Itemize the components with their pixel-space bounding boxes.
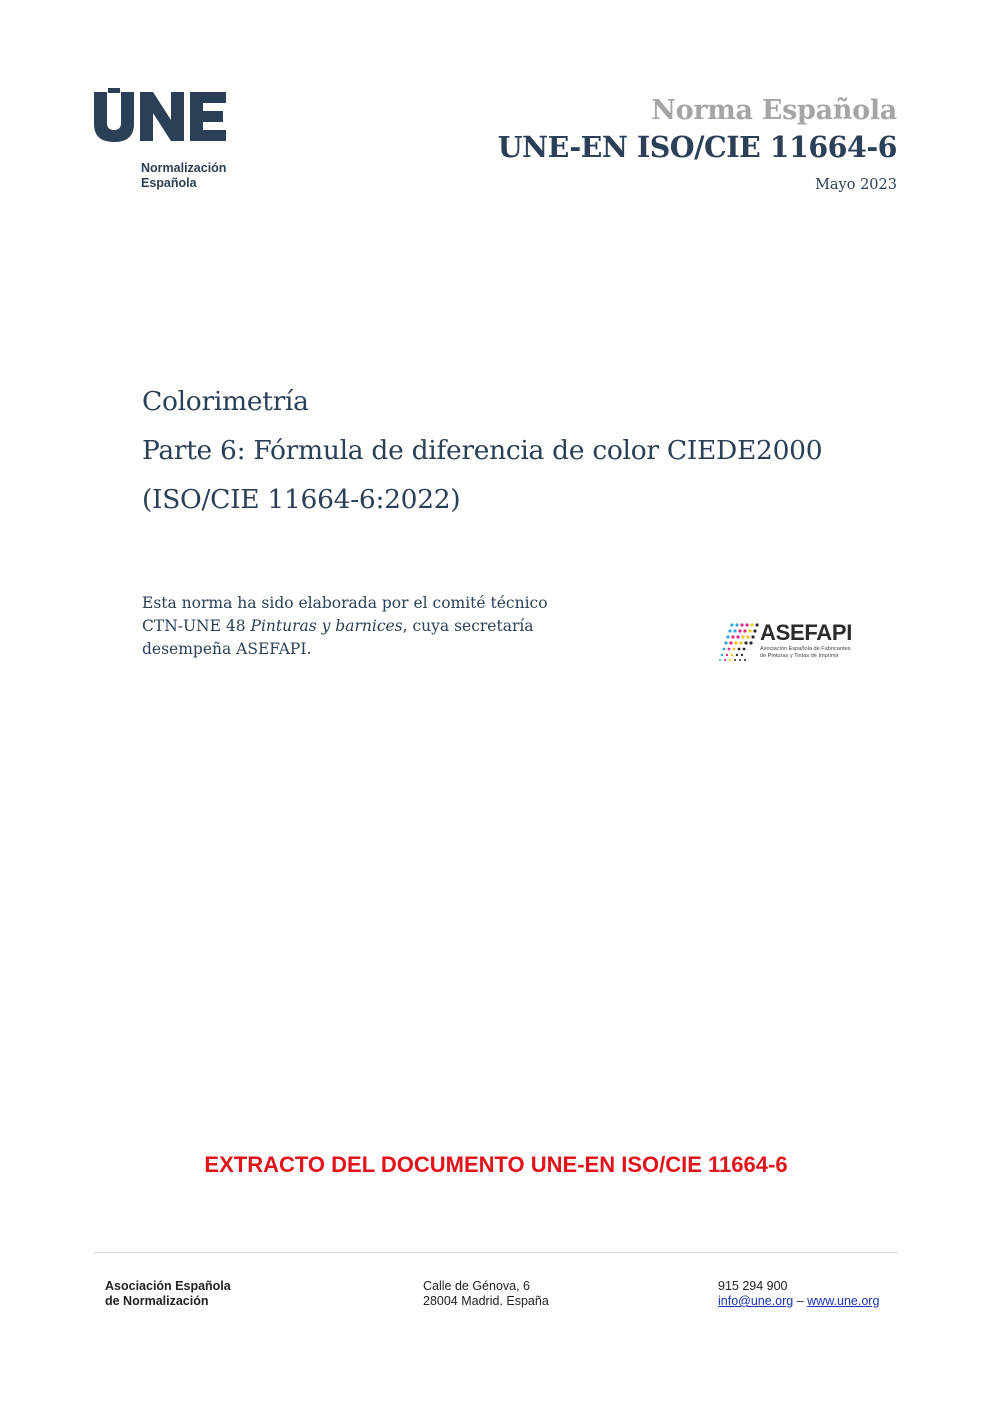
publication-date: Mayo 2023 [815,177,897,193]
committee-name: Pinturas y barnices [250,617,403,635]
footer-org-line-1: Asociación Española [105,1279,231,1293]
footer-divider [93,1252,898,1253]
une-logo-letter-u [94,92,134,142]
footer-address-line-1: Calle de Génova, 6 [423,1279,531,1293]
committee-line-2 [142,615,534,637]
asefapi-tagline-2: de Pinturas y Tintas de Imprimir [760,653,839,659]
une-logo-accent [108,88,120,93]
footer-address-line-2: 28004 Madrid. España [423,1294,549,1308]
footer-web-link[interactable]: www.une.org [807,1294,880,1308]
committee-line-2-suffix: , cuya secretaría [402,617,534,635]
standard-kind: Norma Española [651,95,897,126]
committee-line-3: desempeña ASEFAPI. [142,640,312,658]
une-logo-letter-n [140,92,184,141]
footer-contact-links [718,1294,879,1309]
footer-phone: 915 294 900 [718,1279,788,1293]
standard-code: UNE-EN ISO/CIE 11664-6 [497,130,897,164]
footer-email-link[interactable]: info@une.org [718,1294,794,1308]
footer-link-separator: – [793,1294,808,1308]
title-line-3: (ISO/CIE 11664-6:2022) [142,484,461,515]
footer-org-line-2: de Normalización [105,1294,209,1308]
logo-subtitle-line1: Normalización [141,161,227,175]
committee-code: CTN-UNE 48 [142,617,251,635]
asefapi-name: ASEFAPI [760,620,853,645]
asefapi-dot-pattern [719,623,759,661]
committee-line-1: Esta norma ha sido elaborada por el comité técnico [142,594,548,612]
title-line-2: Parte 6: Fórmula de diferencia de color CIEDE2000 [142,435,823,466]
logo-subtitle-line2: Española [141,176,197,190]
une-logo-letter-e [190,92,226,141]
title-line-1: Colorimetría [142,386,309,417]
asefapi-tagline-1: Asociación Española de Fabricantes [760,646,851,652]
extract-notice: EXTRACTO DEL DOCUMENTO UNE-EN ISO/CIE 11664-6 [204,1152,788,1177]
